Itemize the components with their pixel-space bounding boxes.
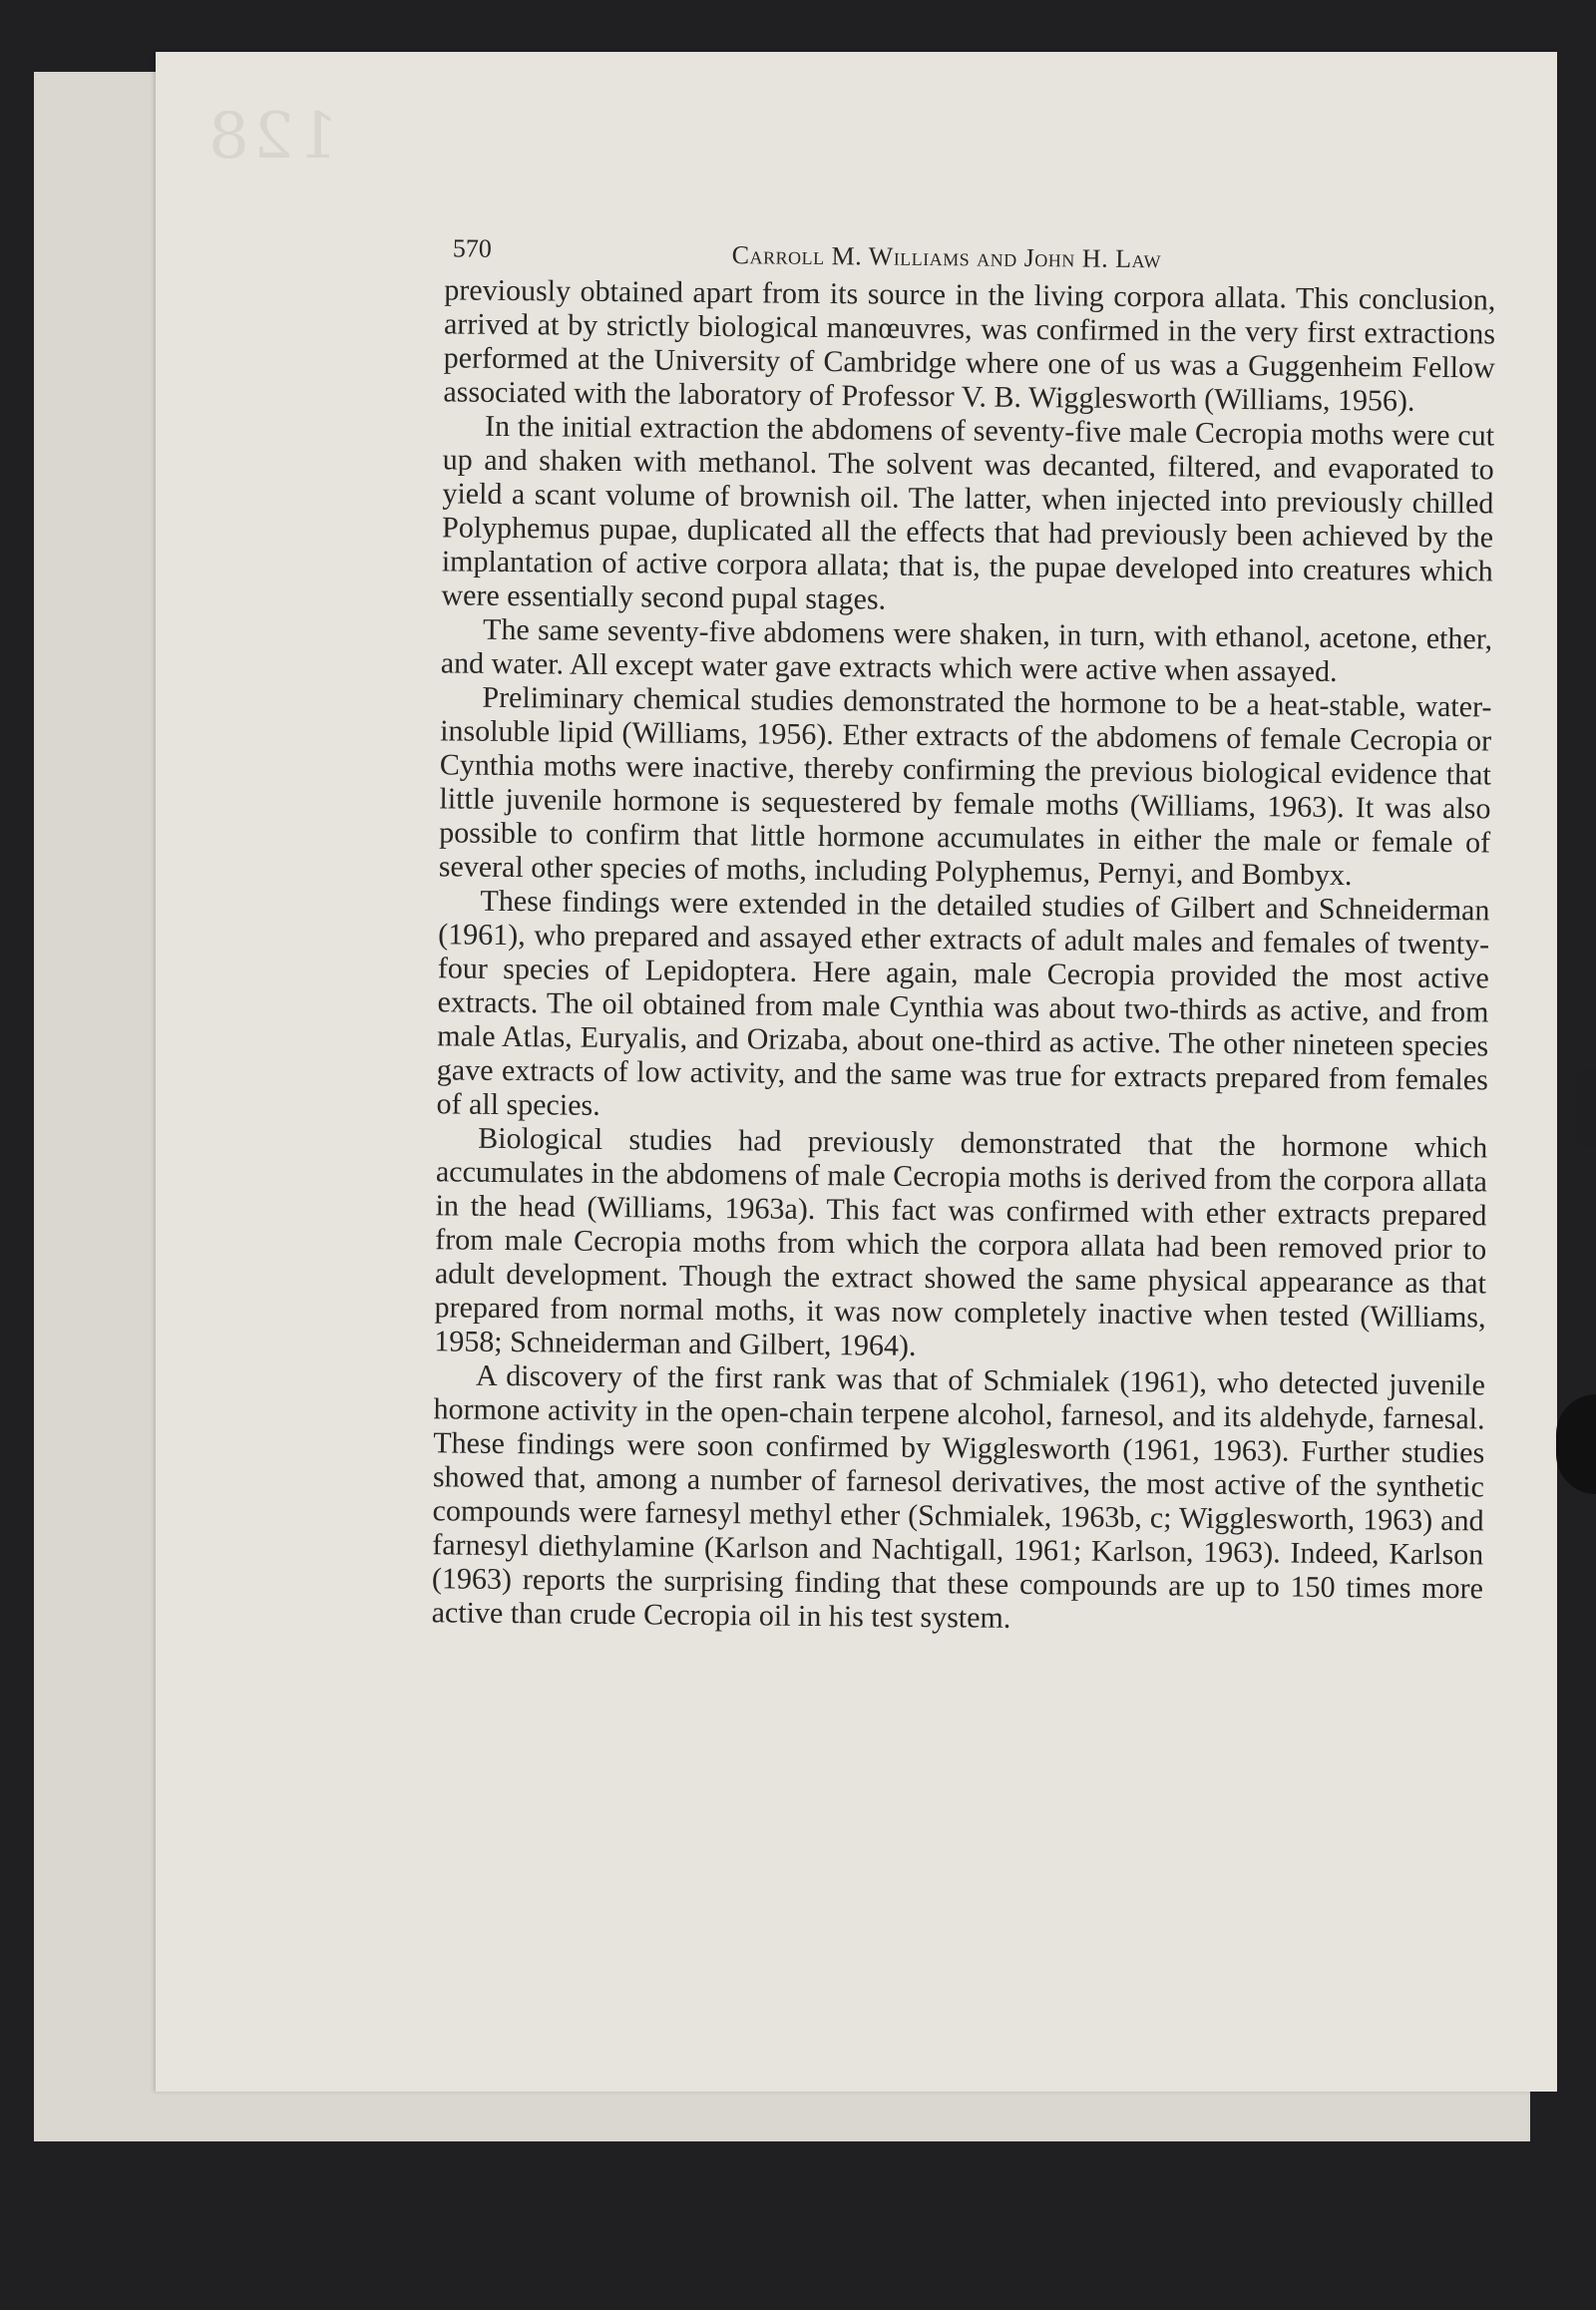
page-number: 570 [452,233,492,263]
page-edge-notch [1576,1069,1596,1149]
paragraph: A discovery of the first rank was that of Schmialek (1961), who detected juvenile hormone activity in the open-chain terpene alcohol, farnesol, and its aldehyde, farnesal. These findings were soon confirmed by Wigglesworth (1961, 1963). Further studies showed that, among a number of farnesol derivatives, the most active of the synthetic compounds were farnesyl methyl ether (Schmialek, 1963b, c; Wigglesworth, 1963) and farnesyl diethylamine (Karlson and Nachtigall, 1961; Karlson, 1963). Indeed, Karlson (1963) reports the surprising finding that these compounds are up to 150 times more active than crude Cecropia oil in his test system. [431,1358,1486,1635]
paragraph: Preliminary chemical studies demonstrated the hormone to be a heat-stable, water-insoluble lipid (Williams, 1956). Ether extracts of the abdomens of female Cecropia or Cynthia moths were inactive, thereby confirming the previous biological evidence that little juvenile hormone is sequestered by female moths (Williams, 1963). It was also possible to confirm that little hormone accumulates in either the male or female of several other species of moths, including Polyphemus, Pernyi, and Bombyx. [438,680,1492,893]
page-content [396,227,1506,1640]
body-text [396,273,1506,1640]
show-through-page-number: 128 [204,100,339,174]
paragraph: The same seventy-five abdomens were shaken, in turn, with ethanol, acetone, ether, and water. All except water gave extracts which were active when assayed. [440,612,1493,688]
paragraph: previously obtained apart from its source in the living corpora allata. This conclusion, arrived at by strictly biological manœuvres, was confirmed in the very first extractions performed at the University of Cambridge where one of us was a Guggenheim Fellow associated with the laboratory of Professor V. B. Wigglesworth (Williams, 1956). [443,273,1496,418]
running-title-authors: Carroll M. Williams and John H. Law [731,240,1162,274]
paragraph: In the initial extraction the abdomens of seventy-five male Cecropia moths were cut up and shaken with methanol. The solvent was decanted, filtered, and evaporated to yield a scant volume of brownish oil. The latter, when injected into previously chilled Polyphemus pupae, duplicated all the effects that had previously been achieved by the implantation of active corpora allata; that is, the pupae developed into creatures which were essentially second pupal stages. [441,409,1495,616]
paragraph: These findings were extended in the detailed studies of Gilbert and Schneiderman (1961), who prepared and assayed ether extracts of adult males and females of twenty-four species of Lepidoptera. Here again, male Cecropia provided the most active extracts. The oil obtained from male Cynthia was about two-thirds as active, and from male Atlas, Euryalis, and Orizaba, about one-third as active. The other nineteen species gave extracts of low activity, and the same was true for extracts prepared from females of all species. [436,884,1490,1122]
paragraph: Biological studies had previously demonstrated that the hormone which accumulates in the abdomens of male Cecropia moths is derived from the corpora allata in the head (Williams, 1963a). This fact was confirmed with ether extracts prepared from male Cecropia moths from which the corpora allata had been removed prior to adult development. Though the extract showed the same physical appearance as that prepared from normal moths, it was now completely inactive when tested (Williams, 1958; Schneiderman and Gilbert, 1964). [434,1121,1488,1362]
